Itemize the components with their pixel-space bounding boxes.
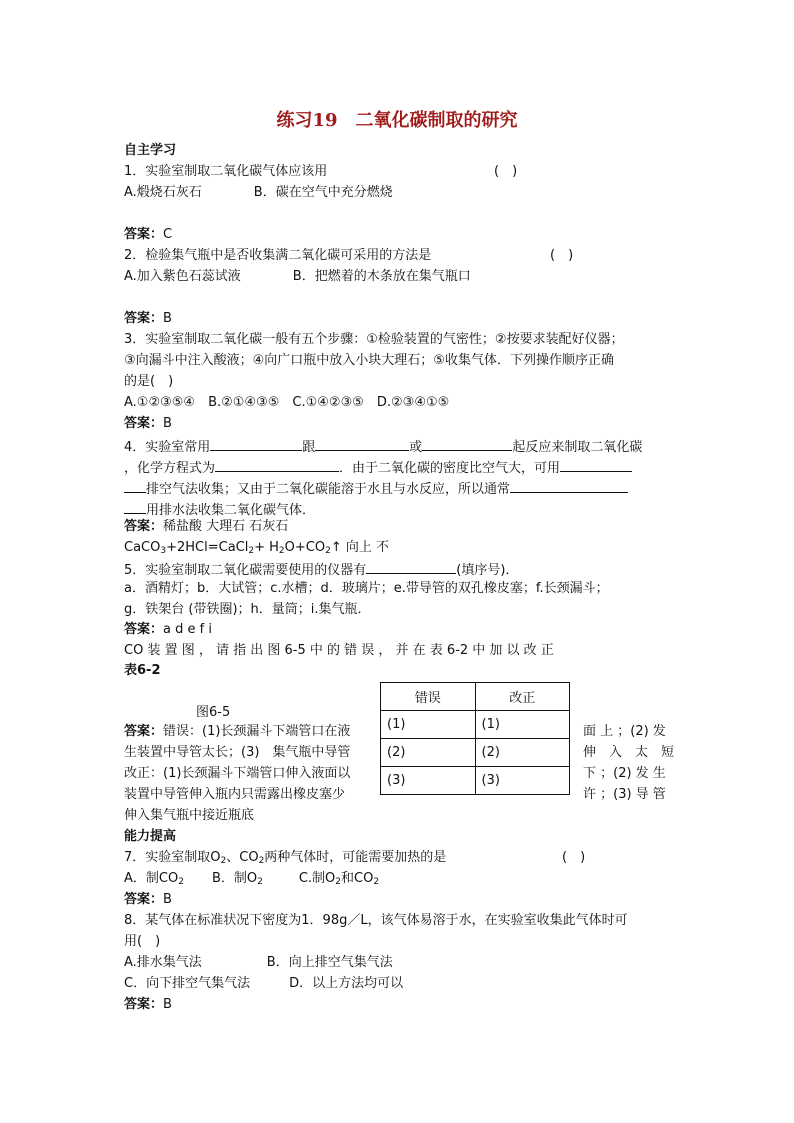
question-3-line: ③向漏斗中注入酸液；④向广口瓶中放入小块大理石；⑤收集气体．下列操作顺序正确 (124, 353, 614, 368)
table-header-row (381, 683, 570, 711)
correction-table (380, 682, 570, 795)
answer-line: 答案：B (124, 997, 172, 1012)
question-8: 8．某气体在标准状况下密度为1．98g／L，该气体易溶于水，在实验室收集此气体时可 (124, 913, 628, 928)
table-cell: (3) (475, 767, 570, 795)
question-5-line: a．酒精灯；b．大试管；c.水槽；d．玻璃片；e.带导管的双孔橡皮塞；f.长颈漏斗； (124, 581, 609, 596)
fill-blank (560, 458, 632, 472)
question-5: 5．实验室制取二氧化碳需要使用的仪器有 (填序号)． (124, 560, 518, 579)
answer-text: 下 ；(2) 发 生 (583, 766, 666, 781)
answer-line: 答案：B (124, 416, 172, 431)
question-7-options: A．制$CO_2$ B．制$O_2$ C.制$O_2$和$CO_2$ (124, 871, 380, 887)
answer-text: 许 ；(3) 导 管 (583, 787, 666, 802)
fill-blank (215, 458, 339, 472)
question-1-options: A.煅烧石灰石 B．碳在空气中充分燃烧 (124, 185, 393, 200)
table-row (381, 711, 570, 739)
question-2: 2．检验集气瓶中是否收集满二氧化碳可采用的方法是 (124, 248, 432, 263)
question-4-line: 排空气法收集；又由于二氧化碳能溶于水且与水反应，所以通常 (124, 479, 628, 498)
fill-blank (422, 437, 512, 451)
table-header: 错误 (381, 683, 476, 711)
answer-text: 改正：(1)长颈漏斗下端管口伸入液面以 (124, 766, 351, 781)
answer-paren: ( ) (550, 248, 574, 263)
table-row (381, 739, 570, 767)
fill-blank (315, 437, 409, 451)
table-row (381, 767, 570, 795)
question-6: CO 装 置 图 ， 请 指 出 图 6-5 中 的 错 误 ， 并 在 表 6-2 中 加 以 改 正 (124, 643, 554, 658)
table-cell: (3) (381, 767, 476, 795)
question-2-options: A.加入紫色石蕊试液 B．把燃着的木条放在集气瓶口 (124, 269, 471, 284)
answer-paren: ( ) (494, 164, 518, 179)
answer-text: 伸入集气瓶中接近瓶底 (124, 808, 255, 823)
question-4: 4．实验室常用 跟 或 起反应来制取二氧化碳 (124, 437, 642, 456)
figure-label: 图6-5 (196, 705, 231, 720)
question-5-line: g．铁架台 (带铁圈)；h．量筒；i.集气瓶． (124, 602, 371, 617)
table-cell: (1) (475, 711, 570, 739)
answer-text: 装置中导管伸入瓶内只需露出橡皮塞少 (124, 787, 346, 802)
question-4-line: 用排水法收集二氧化碳气体． (124, 500, 315, 519)
question-1: 1．实验室制取二氧化碳气体应该用 (124, 164, 328, 179)
answer-line: 答案：B (124, 311, 172, 326)
answer-paren: ( ) (562, 850, 586, 865)
answer-line: 答案：错误：(1)长颈漏斗下端管口在液 (124, 724, 351, 739)
fill-blank (366, 560, 456, 574)
table-cell: (1) (381, 711, 476, 739)
fill-blank (210, 437, 302, 451)
fill-blank (124, 479, 146, 493)
question-7: 7．实验室制取$O_2$、$CO_2$两种气体时，可能需要加热的是 (124, 850, 447, 866)
answer-line: 答案：B (124, 892, 172, 907)
fill-blank (124, 500, 146, 514)
question-8-options: A.排水集气法 B．向上排空气集气法 (124, 955, 393, 970)
fill-blank (510, 479, 628, 493)
question-3-line: 的是( ) (124, 374, 174, 389)
answer-line: 答案：稀盐酸 大理石 石灰石 (124, 519, 289, 534)
page-title: 练习19 二氧化碳制取的研究 (276, 110, 518, 131)
table-header: 改正 (475, 683, 570, 711)
table-cell: (2) (381, 739, 476, 767)
answer-line: 答案：C (124, 227, 173, 242)
answer-line: 答案：a d e f i (124, 622, 212, 637)
answer-text: 伸 入 太 短 (583, 745, 675, 760)
question-8-line: 用( ) (124, 934, 161, 949)
chemical-equation: CaCO$_3$+2HCl=CaCl$_2$+ $H_2O+CO_2↑$ 向上 不 (124, 540, 389, 556)
question-4-line: ，化学方程式为 ．由于二氧化碳的密度比空气大，可用 (124, 458, 632, 477)
table-label: 表6-2 (124, 663, 161, 678)
table-cell: (2) (475, 739, 570, 767)
question-3: 3．实验室制取二氧化碳一般有五个步骤：①检验装置的气密性；②按要求装配好仪器； (124, 332, 624, 347)
answer-text: 面 上 ；(2) 发 (583, 724, 666, 739)
section-heading: 自主学习 (124, 143, 177, 158)
section-heading: 能力提高 (124, 829, 177, 844)
question-3-options: A.①②③⑤④ B.②①④③⑤ C.①④②③⑤ D.②③④①⑤ (124, 395, 450, 410)
question-8-options: C．向下排空气集气法 D．以上方法均可以 (124, 976, 404, 991)
answer-text: 生装置中导管太长；(3) 集气瓶中导管 (124, 745, 351, 760)
